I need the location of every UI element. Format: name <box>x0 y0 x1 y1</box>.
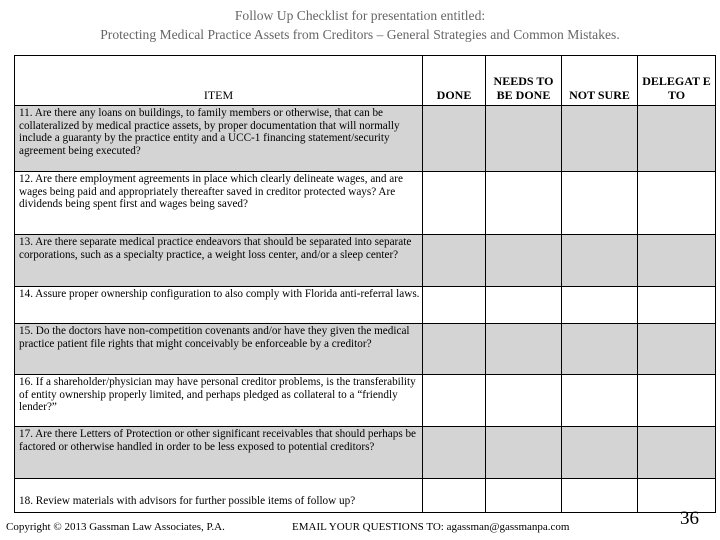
page-number: 36 <box>680 508 699 529</box>
question-16: 16. If a shareholder/physician may have personal creditor problems, is the transferability of entity ownership properly limited, and perhaps pledged as collateral to a “friendly lender?” <box>15 375 423 427</box>
not-sure-cell[interactable] <box>562 235 638 287</box>
needs-cell[interactable] <box>486 287 562 324</box>
table-row <box>15 375 716 427</box>
needs-cell[interactable] <box>486 324 562 375</box>
done-cell[interactable] <box>423 427 486 479</box>
done-cell[interactable] <box>423 324 486 375</box>
done-cell[interactable] <box>423 235 486 287</box>
title-line-1: Follow Up Checklist for presentation entitled: <box>234 8 486 23</box>
done-cell[interactable] <box>423 479 486 513</box>
delegate-cell[interactable] <box>638 235 716 287</box>
footer-copyright: Copyright © 2013 Gassman Law Associates, P.A. <box>6 521 225 533</box>
header-needs-to-be-done: NEEDS TO BE DONE <box>486 56 562 106</box>
header-not-sure: NOT SURE <box>562 56 638 106</box>
delegate-cell[interactable] <box>638 324 716 375</box>
question-12: 12. Are there employment agreements in place which clearly delineate wages, and are wages being paid and appropriately thereafter saved in creditor protected ways? Are dividends being spent first and wages being saved? <box>15 172 423 235</box>
table-row <box>15 427 716 479</box>
table-row <box>15 479 716 513</box>
table-row <box>15 172 716 235</box>
not-sure-cell[interactable] <box>562 479 638 513</box>
not-sure-cell[interactable] <box>562 427 638 479</box>
done-cell[interactable] <box>423 375 486 427</box>
footer-email: EMAIL YOUR QUESTIONS TO: agassman@gassmanpa.com <box>292 521 570 533</box>
table-row <box>15 324 716 375</box>
needs-cell[interactable] <box>486 479 562 513</box>
table-row <box>15 235 716 287</box>
header-row <box>15 56 716 106</box>
needs-cell[interactable] <box>486 106 562 172</box>
not-sure-cell[interactable] <box>562 172 638 235</box>
delegate-cell[interactable] <box>638 375 716 427</box>
question-18: 18. Review materials with advisors for further possible items of follow up? <box>15 479 423 513</box>
question-17: 17. Are there Letters of Protection or other significant receivables that should perhaps be factored or otherwise handled in order to be less exposed to potential creditors? <box>15 427 423 479</box>
header-delegate-to: DELEGAT E TO <box>638 56 716 106</box>
not-sure-cell[interactable] <box>562 106 638 172</box>
delegate-cell[interactable] <box>638 172 716 235</box>
delegate-cell[interactable] <box>638 427 716 479</box>
table-row <box>15 106 716 172</box>
question-13: 13. Are there separate medical practice endeavors that should be separated into separate corporations, such as a specialty practice, a weight loss center, and/or a sleep center? <box>15 235 423 287</box>
table-row <box>15 287 716 324</box>
not-sure-cell[interactable] <box>562 324 638 375</box>
header-item: ITEM <box>15 56 423 106</box>
needs-cell[interactable] <box>486 235 562 287</box>
checklist-table <box>14 55 716 513</box>
header-done: DONE <box>423 56 486 106</box>
delegate-cell[interactable] <box>638 287 716 324</box>
needs-cell[interactable] <box>486 172 562 235</box>
question-15: 15. Do the doctors have non-competition covenants and/or have they given the medical practice patient file rights that might conceivably be enforceable by a creditor? <box>15 324 423 375</box>
done-cell[interactable] <box>423 172 486 235</box>
delegate-cell[interactable] <box>638 479 716 513</box>
not-sure-cell[interactable] <box>562 287 638 324</box>
done-cell[interactable] <box>423 287 486 324</box>
delegate-cell[interactable] <box>638 106 716 172</box>
title-line-2: Protecting Medical Practice Assets from Creditors – General Strategies and Common Mistakes. <box>100 27 620 42</box>
done-cell[interactable] <box>423 106 486 172</box>
needs-cell[interactable] <box>486 375 562 427</box>
page-title <box>0 6 720 44</box>
needs-cell[interactable] <box>486 427 562 479</box>
not-sure-cell[interactable] <box>562 375 638 427</box>
question-14: 14. Assure proper ownership configuration to also comply with Florida anti-referral laws. <box>15 287 423 324</box>
question-11: 11. Are there any loans on buildings, to family members or otherwise, that can be collateralized by medical practice assets, by proper documentation that will normally include a guaranty by the practice entity and a UCC-1 financing statement/security agreement being executed? <box>15 106 423 172</box>
